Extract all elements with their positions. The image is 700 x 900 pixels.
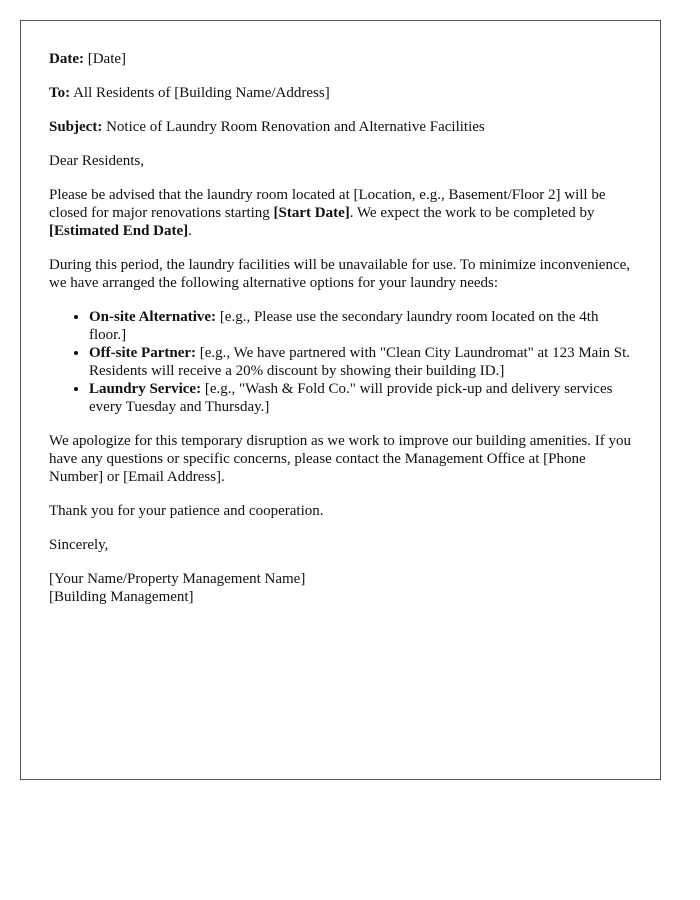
option-label: Laundry Service: (89, 381, 202, 397)
signature-block (49, 570, 632, 606)
greeting: Dear Residents, (49, 153, 144, 169)
date-label: Date: (49, 51, 84, 67)
closure-text-2: . We expect the work to be completed by (349, 205, 595, 221)
subject-value: Notice of Laundry Room Renovation and Alternative Facilities (106, 119, 485, 135)
signature-title: [Building Management] (49, 589, 194, 605)
notice-letter (20, 20, 661, 780)
to-value: All Residents of [Building Name/Address] (73, 85, 330, 101)
list-item-onsite (89, 308, 632, 344)
apology-paragraph: We apologize for this temporary disruption as we work to improve our building amenities. If you have any questions or specific concerns, please contact the Management Office at [Phone Number] or [Email Address]. (49, 433, 631, 485)
alternatives-list (49, 308, 632, 416)
closure-text-3: . (188, 223, 192, 239)
to-line (49, 84, 632, 102)
closing: Sincerely, (49, 537, 109, 553)
date-line (49, 50, 632, 68)
start-date: [Start Date] (273, 205, 350, 221)
estimated-end-date: [Estimated End Date] (49, 223, 189, 239)
to-label: To: (49, 85, 71, 101)
signature-name: [Your Name/Property Management Name] (49, 571, 306, 587)
thanks-paragraph: Thank you for your patience and cooperation. (49, 503, 324, 519)
subject-label: Subject: (49, 119, 103, 135)
option-label: Off-site Partner: (89, 345, 197, 361)
alternatives-intro: During this period, the laundry facilities will be unavailable for use. To minimize inconvenience, we have arranged the following alternative options for your laundry needs: (49, 257, 631, 291)
list-item-offsite (89, 344, 632, 380)
list-item-service (89, 380, 632, 416)
option-text: [e.g., Please use the secondary laundry room located on the 4th floor.] (89, 309, 599, 343)
option-text: [e.g., We have partnered with "Clean City Laundromat" at 123 Main St. Residents will receive a 20% discount by showing their building ID.] (89, 345, 631, 379)
option-label: On-site Alternative: (89, 309, 217, 325)
closure-paragraph (49, 186, 632, 240)
subject-line (49, 118, 632, 136)
option-text: [e.g., "Wash & Fold Co." will provide pick-up and delivery services every Tuesday and Thursday.] (89, 381, 613, 415)
date-value: [Date] (87, 51, 127, 67)
closure-text-1: Please be advised that the laundry room located at [Location, e.g., Basement/Floor 2] will be closed for major renovations starting (49, 187, 606, 221)
